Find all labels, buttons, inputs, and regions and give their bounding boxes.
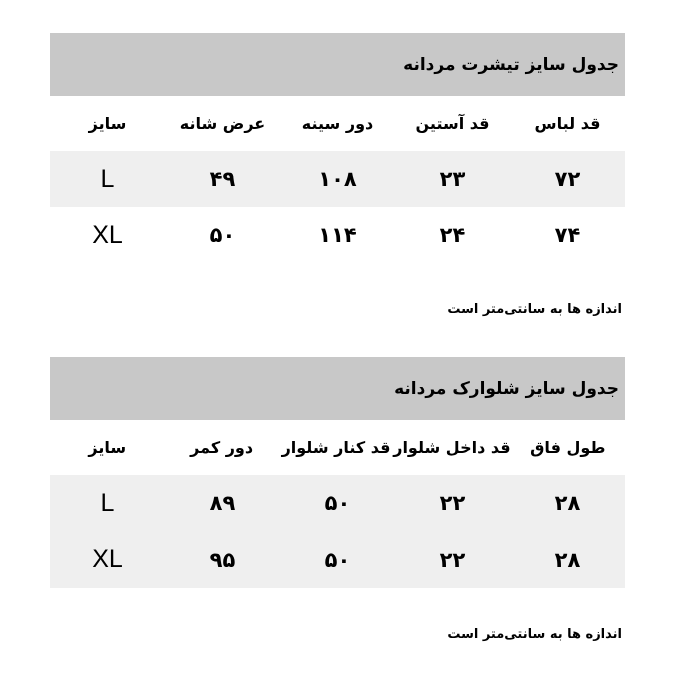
table-cell: ۱۰۸ — [318, 167, 357, 191]
table-cell: ۲۸ — [554, 491, 581, 515]
size-label: XL — [92, 545, 123, 573]
table-cell: ۸۹ — [209, 491, 236, 515]
table-row — [50, 475, 625, 531]
table-header-row — [50, 420, 625, 475]
unit-note: اندازه ها به سانتی‌متر است — [447, 302, 622, 317]
table-cell: ۷۴ — [554, 223, 581, 247]
unit-note: اندازه ها به سانتی‌متر است — [447, 627, 622, 642]
table-cell: ۵۰ — [324, 547, 351, 572]
table-title: جدول سایز تیشرت مردانه — [403, 54, 619, 75]
table-cell: ۲۲ — [439, 491, 466, 515]
shirt-size-table — [50, 33, 625, 263]
header-cell: سایز — [88, 438, 127, 457]
header-cell: طول فاق — [530, 438, 606, 457]
size-label: L — [100, 164, 115, 193]
header-cell: دور سینه — [301, 114, 374, 133]
table-row — [50, 151, 625, 207]
header-cell: قد لباس — [534, 114, 601, 133]
table-cell: ۷۲ — [554, 167, 581, 191]
size-label: L — [100, 488, 115, 517]
header-cell: دور کمر — [190, 438, 254, 457]
table-cell: ۵۰ — [209, 223, 236, 247]
table-row — [50, 207, 625, 263]
table-cell: ۲۳ — [439, 167, 466, 191]
table-title-bar — [50, 33, 625, 96]
table-title-bar — [50, 357, 625, 420]
table-cell: ۵۰ — [324, 491, 351, 515]
header-cell: سایز — [88, 114, 127, 133]
header-cell: قد آستین — [415, 114, 490, 133]
table-cell: ۲۴ — [439, 223, 466, 247]
header-cell: قد کنار شلوار — [281, 438, 391, 457]
table-title: جدول سایز شلوارک مردانه — [394, 378, 619, 399]
table-header-row — [50, 96, 625, 151]
header-cell: عرض شانه — [179, 114, 266, 133]
header-cell: قد داخل شلوار — [393, 438, 511, 457]
shorts-size-table — [50, 357, 625, 588]
table-cell: ۹۵ — [209, 547, 236, 572]
table-row — [50, 531, 625, 588]
table-cell: ۱۱۴ — [318, 223, 357, 247]
table-cell: ۲۲ — [439, 547, 466, 572]
table-cell: ۴۹ — [209, 167, 236, 191]
table-cell: ۲۸ — [554, 547, 581, 572]
size-label: XL — [92, 220, 123, 249]
